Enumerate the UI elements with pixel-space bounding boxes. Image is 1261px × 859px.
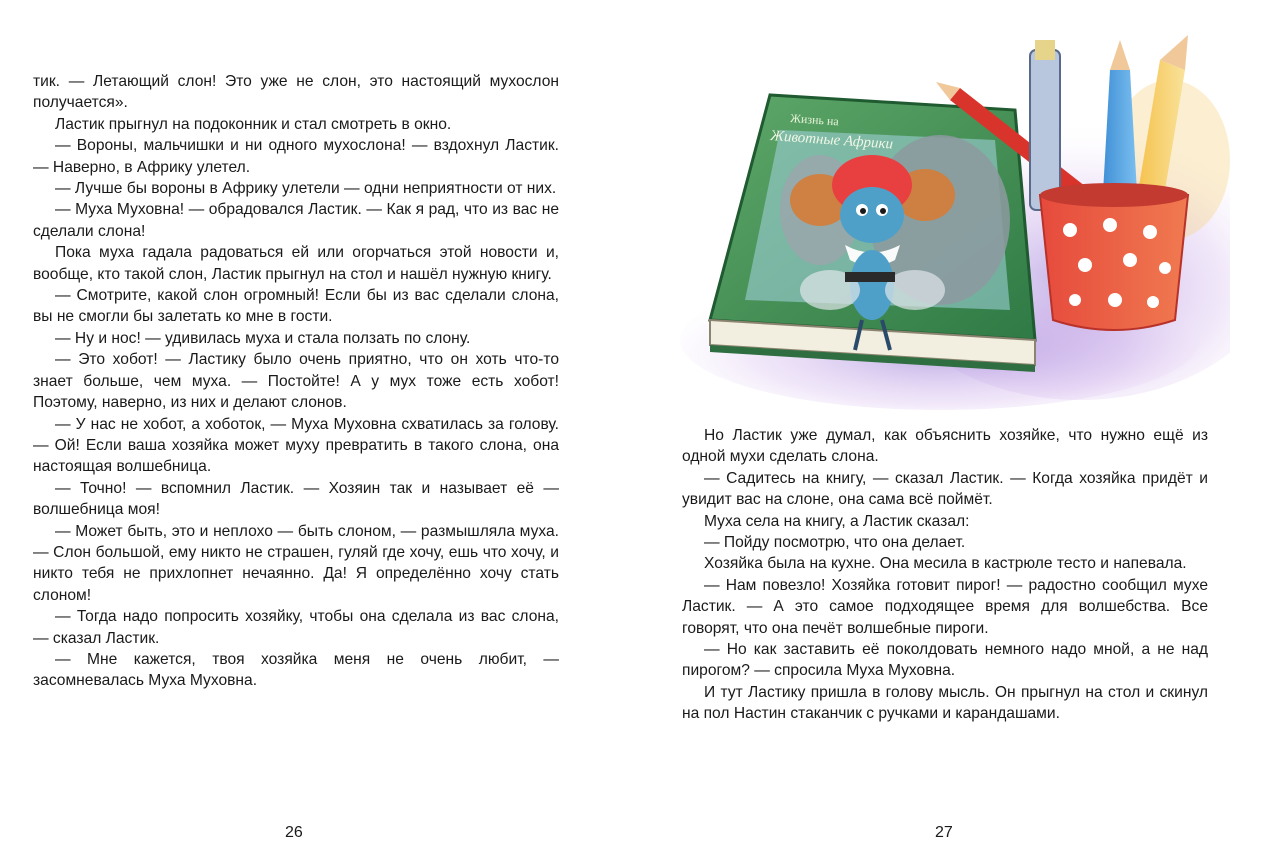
- paragraph: — Муха Муховна! — обрадовался Ластик. — Как я рад, что из вас не сделали слона!: [33, 201, 559, 240]
- paragraph: — Пойду посмотрю, что она делает.: [704, 534, 966, 552]
- paragraph: Хозяйка была на кухне. Она месила в кастрюле тесто и напевала.: [704, 555, 1187, 573]
- paragraph: — Но как заставить её поколдовать немного надо мной, а не над пирогом? — спросила Муха Муховна.: [682, 641, 1208, 680]
- paragraph: Ластик прыгнул на подоконник и стал смотреть в окно.: [55, 115, 452, 133]
- paragraph: — Мне кажется, твоя хозяйка меня не очень любит, — засомневалась Муха Муховна.: [33, 650, 559, 690]
- book-title-line2: Животные Африки: [769, 128, 894, 153]
- paragraph: — Нам повезло! Хозяйка готовит пирог! — радостно сообщил мухе Ластик. — А это самое подходящее время для волшебства. Все говорят, что она печёт волшебные пироги.: [682, 576, 1208, 637]
- left-page-text: [33, 71, 559, 692]
- right-page: [630, 0, 1261, 859]
- right-page-text: [682, 425, 1208, 725]
- paragraph: — Может быть, это и неплохо — быть слоном, — размышляла муха. — Слон большой, ему никто не страшен, гуляй где хочу, ешь что хочу, и никто тебя не прихлопнет нечаянно. Да! Я определённо хочу стать слоном!: [33, 522, 559, 604]
- paragraph: — Это хобот! — Ластику было очень приятно, что он хоть что-то знает больше, чем муха. — Постойте! А у мух тоже есть хобот! Поэтому, наверно, из них и делают слонов.: [33, 351, 559, 412]
- paragraph: — Ну и нос! — удивилась муха и стала ползать по слону.: [55, 329, 471, 347]
- paragraph: — Тогда надо попросить хозяйку, чтобы она сделала из вас слона, — сказал Ластик.: [33, 608, 559, 647]
- paragraph: — Точно! — вспомнил Ластик. — Хозяин так и называет её — волшебница моя!: [33, 479, 559, 519]
- paragraph: Но Ластик уже думал, как объяснить хозяйке, что нужно ещё из одной мухи сделать слона.: [682, 427, 1208, 466]
- book-illustration: [640, 10, 1230, 410]
- paragraph: — Лучше бы вороны в Африку улетели — одни неприятности от них.: [55, 180, 557, 198]
- page-number-left: 26: [285, 824, 303, 841]
- paragraph: Муха села на книгу, а Ластик сказал:: [704, 512, 970, 530]
- paragraph: — Смотрите, какой слон огромный! Если бы из вас сделали слона, вы не смогли бы залетать ко мне в гости.: [33, 287, 559, 326]
- left-page: [0, 0, 630, 859]
- paragraph: тик. — Летающий слон! Это уже не слон, это настоящий мухослон получается».: [33, 73, 559, 112]
- paragraph: — Вороны, мальчишки и ни одного мухослона! — вздохнул Ластик. — Наверно, в Африку улетел.: [33, 137, 559, 176]
- paragraph: Пока муха гадала радоваться ей или огорчаться этой новости и, вообще, кто такой слон, Ластик прыгнул на стол и нашёл нужную книгу.: [33, 244, 559, 283]
- book-title-line1: Жизнь на: [789, 111, 840, 129]
- paragraph: — Садитесь на книгу, — сказал Ластик. — Когда хозяйка придёт и увидит вас на слоне, она сама всё поймёт.: [682, 469, 1208, 509]
- paragraph: И тут Ластику пришла в голову мысль. Он прыгнул на стол и скинул на пол Настин стаканчик с ручками и карандашами.: [682, 683, 1208, 723]
- paragraph: — У нас не хобот, а хоботок, — Муха Муховна схватилась за голову. — Ой! Если ваша хозяйка может муху превратить в такого слона, она настоящая волшебница.: [33, 415, 559, 476]
- page-number-right: 27: [935, 824, 953, 841]
